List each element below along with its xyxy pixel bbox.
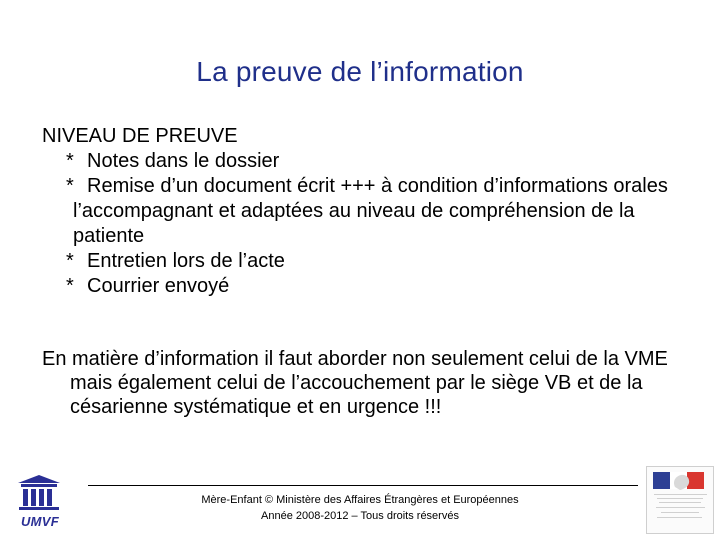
bullet-marker: * bbox=[66, 250, 74, 272]
bullet-text: Remise d’un document écrit +++ à condition d’informations orales l’accompagnant et adaptées au niveau de compréhension de la patiente bbox=[73, 175, 668, 247]
republique-francaise-seal bbox=[646, 466, 714, 534]
bullet-item bbox=[42, 249, 682, 274]
umvf-logo-text: UMVF bbox=[20, 514, 60, 529]
bullet-item bbox=[42, 149, 682, 174]
bullet-text: Notes dans le dossier bbox=[87, 150, 280, 172]
information-paragraph bbox=[42, 347, 692, 419]
umvf-logo bbox=[13, 474, 65, 532]
evidence-section bbox=[42, 124, 682, 299]
footer bbox=[150, 492, 570, 524]
bullet-marker: * bbox=[66, 150, 74, 172]
bullet-marker: * bbox=[66, 275, 74, 297]
umvf-building-icon bbox=[13, 474, 65, 514]
evidence-heading: NIVEAU DE PREUVE bbox=[42, 125, 238, 147]
slide-title: La preuve de l’information bbox=[196, 56, 524, 87]
footer-line-2: Année 2008-2012 – Tous droits réservés bbox=[261, 510, 459, 522]
bullet-text: Courrier envoyé bbox=[87, 275, 230, 297]
bullet-item bbox=[42, 174, 682, 249]
republique-francaise-seal-icon bbox=[647, 467, 713, 533]
bullet-item bbox=[42, 274, 682, 299]
bullet-marker: * bbox=[66, 175, 74, 197]
paragraph-text: En matière d’information il faut aborder non seulement celui de la VME mais également celui de l’accouchement par le siège VB et de la césarienne systématique et en urgence !!! bbox=[42, 348, 668, 418]
footer-divider bbox=[88, 485, 638, 486]
bullet-text: Entretien lors de l’acte bbox=[87, 250, 285, 272]
footer-line-1: Mère-Enfant © Ministère des Affaires Étrangères et Européennes bbox=[201, 494, 519, 506]
